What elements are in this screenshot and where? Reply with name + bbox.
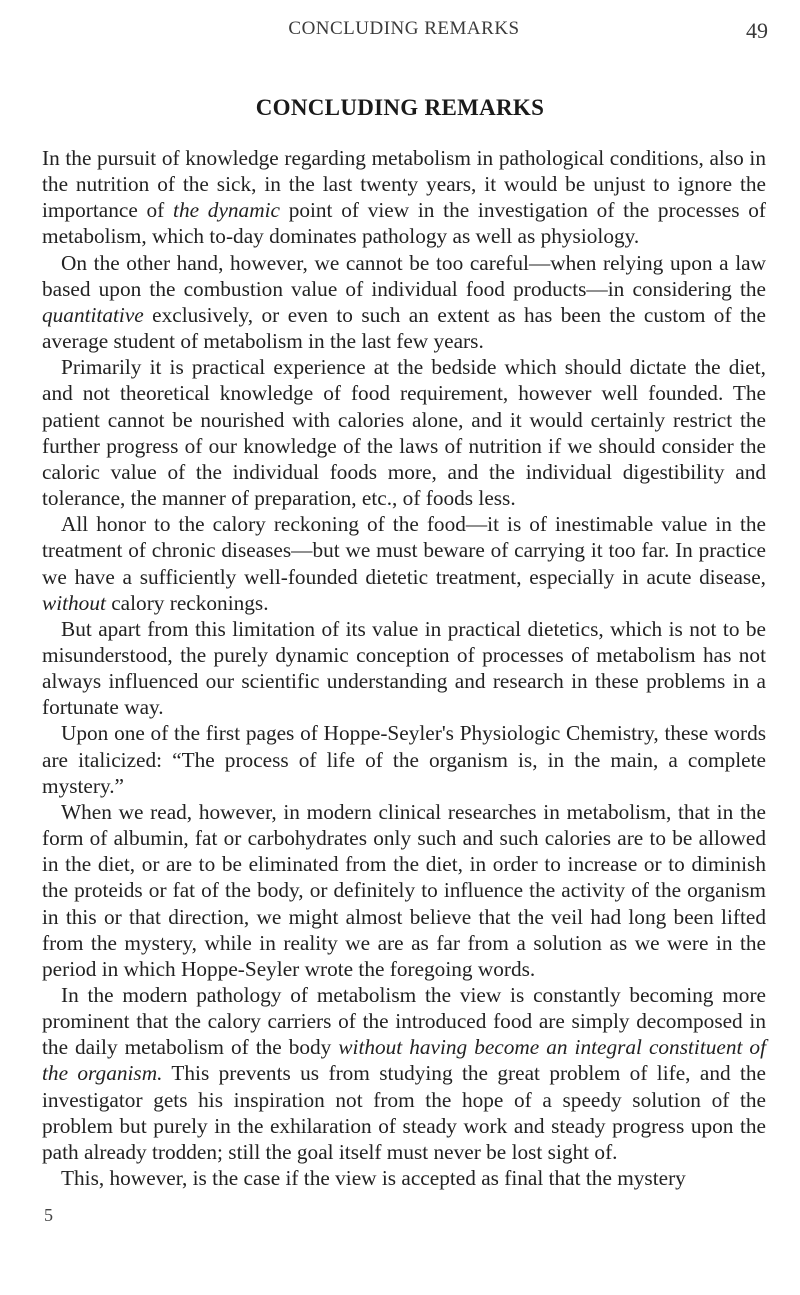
paragraph	[42, 354, 766, 511]
paragraph	[42, 1165, 766, 1191]
text-run: On the other hand, however, we cannot be too careful—when relying upon a law based upon the combustion value of individual food products—in considering the	[42, 250, 766, 301]
signature-mark: 5	[44, 1205, 53, 1225]
text-run: In the modern pathology of metabolism the view is constantly becoming more prominent that the calory carriers of the introduced food are simply decomposed in the daily metabolism of the body	[42, 983, 766, 1060]
paragraph	[42, 511, 766, 616]
running-title: CONCLUDING REMARKS	[288, 18, 520, 39]
page-number: 49	[746, 18, 768, 43]
text-run: This, however, is the case if the view is accepted as final that the mystery	[61, 1166, 686, 1191]
text-run: calory reckonings.	[105, 590, 269, 615]
section-title: CONCLUDING REMARKS	[255, 95, 545, 120]
paragraph	[42, 799, 766, 982]
text-run: This prevents us from studying the great problem of life, and the investigator gets his inspiration not from the hope of a speedy solution of the problem but purely in the exhilaration of steady work and steady progress upon the path already trodden; still the goal itself must never be lost sight of.	[42, 1061, 767, 1164]
text-run: Upon one of the first pages of Hoppe-Seyler's Physiologic Chemistry, these words are italicized: “The process of life of the organism is, in the main, a complete mystery.”	[42, 721, 766, 798]
text-run: exclusively, or even to such an extent as has been the custom of the average student of metabolism in the last few years.	[42, 302, 766, 354]
italic-phrase: without	[42, 590, 106, 615]
paragraph	[42, 250, 766, 355]
paragraph	[42, 145, 766, 250]
body-text	[42, 145, 766, 1191]
text-run: point of view in the investigation of the processes of metabolism, which to-day dominates pathology as well as physiology.	[42, 198, 767, 249]
italic-phrase: quantitative	[42, 302, 144, 327]
paragraph	[42, 616, 766, 721]
italic-phrase: the dynamic	[173, 198, 280, 223]
text-run: Primarily it is practical experience at the bedside which should dictate the diet, and not theoretical knowledge of food requirement, however well founded. The patient cannot be nourished with calories alone, and it would certainly restrict the further progress of our knowledge of the laws of nutrition if we should consider the caloric value of the individual foods more, and the individual digestibility and tolerance, the manner of preparation, etc., of foods less.	[42, 355, 766, 511]
paragraph	[42, 982, 766, 1165]
text-run: In the pursuit of knowledge regarding metabolism in pathological conditions, also in the nutrition of the sick, in the last twenty years, it would be unjust to ignore the importance of	[42, 146, 766, 223]
text-run: But apart from this limitation of its value in practical dietetics, which is not to be misunderstood, the purely dynamic conception of processes of metabolism has not always influenced our scientific understanding and research in these problems in a fortunate way.	[42, 616, 766, 720]
italic-phrase: without having become an integral constituent of the organism.	[42, 1035, 766, 1086]
text-run: All honor to the calory reckoning of the food—it is of inestimable value in the treatment of chronic diseases—but we must beware of carrying it too far. In practice we have a sufficiently well-founded dietetic treatment, especially in acute disease,	[42, 512, 766, 589]
text-run: When we read, however, in modern clinical researches in metabolism, that in the form of albumin, fat or carbohydrates only such and such calories are to be allowed in the diet, or are to be eliminated from the diet, in order to increase or to diminish the proteids or fat of the body, or definitely to influence the activity of the organism in this or that direction, we might almost believe that the veil had long been lifted from the mystery, while in reality we are as far from a solution as we were in the period in which Hoppe-Seyler wrote the foregoing words.	[42, 799, 766, 981]
paragraph	[42, 720, 766, 798]
running-header	[40, 18, 768, 50]
